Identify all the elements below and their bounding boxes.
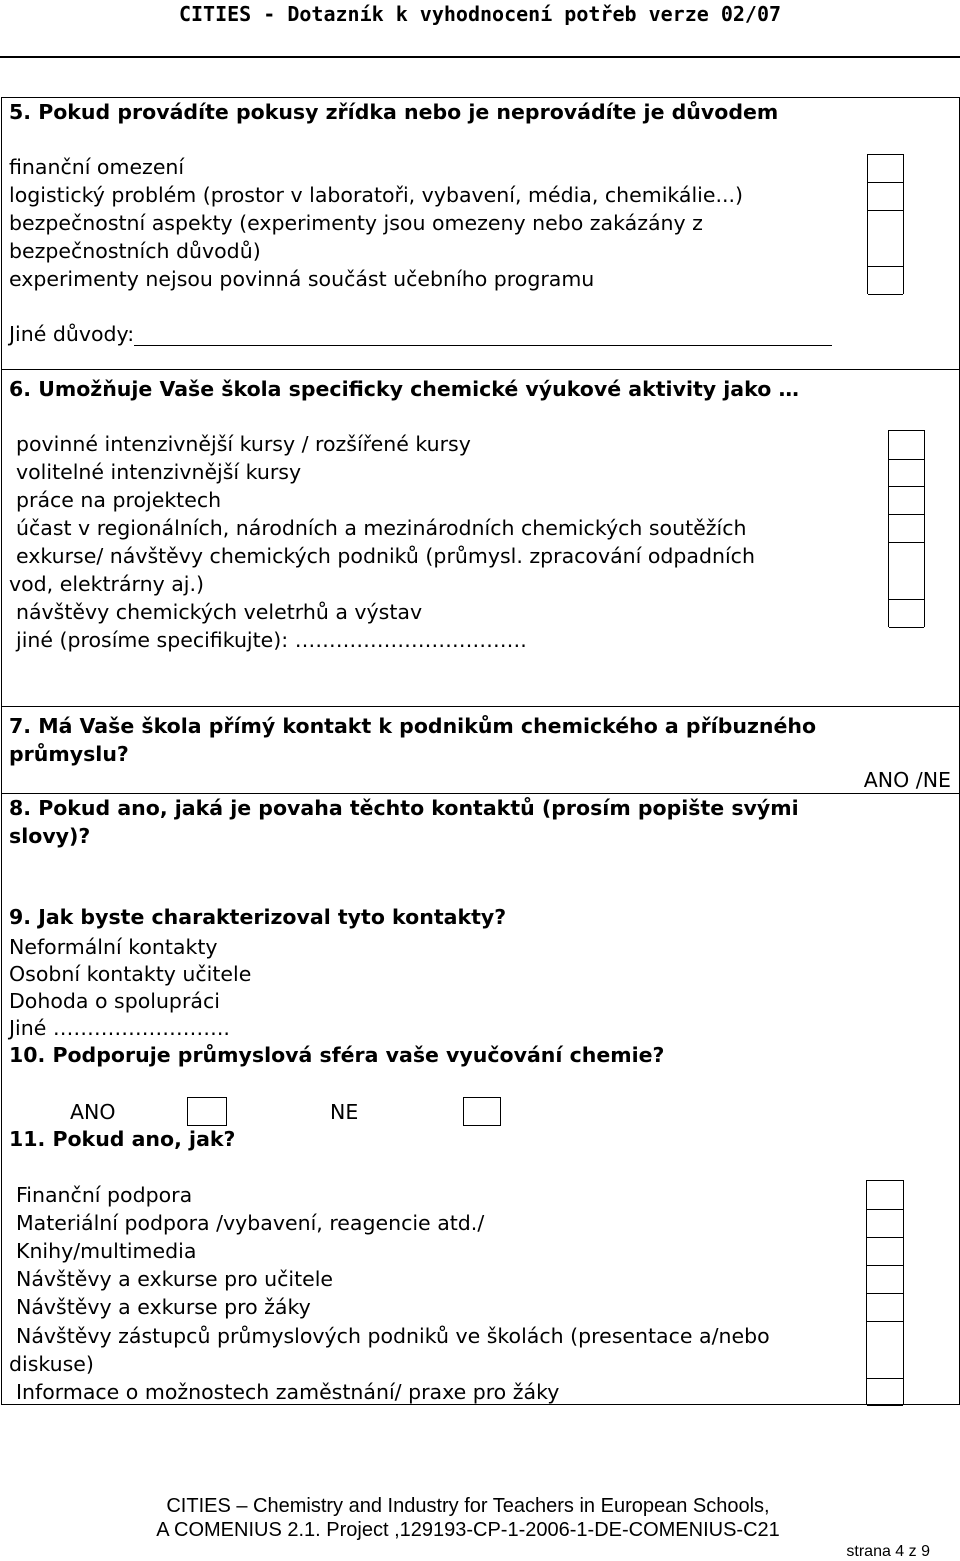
q11-option: Finanční podpora (16, 1183, 193, 1207)
q5-checkbox-stack (867, 154, 904, 294)
q11-option: Návštěvy zástupců průmyslových podniků ve školách (presentace a/nebo (16, 1324, 770, 1348)
q6-option: povinné intenzivnější kursy / rozšířené kursy (16, 432, 471, 456)
checkbox[interactable] (868, 211, 903, 267)
checkbox[interactable] (867, 1322, 903, 1379)
q6-option: volitelné intenzivnější kursy (16, 460, 302, 484)
page-number: strana 4 z 9 (846, 1543, 930, 1560)
q5-option: bezpečnostní aspekty (experimenty jsou omezeny nebo zakázány z (9, 211, 703, 235)
q6-option: exkurse/ návštěvy chemických podniků (průmysl. zpracování odpadních (16, 544, 755, 568)
checkbox[interactable] (889, 487, 924, 515)
q11-option: Knihy/multimedia (16, 1239, 197, 1263)
q8-title-cont: slovy)? (9, 824, 91, 848)
checkbox[interactable] (889, 515, 924, 543)
checkbox[interactable] (868, 267, 903, 295)
q6-option-cont: vod, elektrárny aj.) (9, 572, 205, 596)
q9-option: Osobní kontakty učitele (9, 962, 252, 986)
footer-line-1: CITIES – Chemistry and Industry for Teachers in European Schools, (166, 1495, 770, 1517)
q6-title: 6. Umožňuje Vaše škola specificky chemické výukové aktivity jako … (9, 377, 799, 401)
header-rule (0, 56, 960, 58)
q6-option: účast v regionálních, národních a mezinárodních chemických soutěžích (16, 516, 747, 540)
q11-option: Materiální podpora /vybavení, reagencie atd./ (16, 1211, 485, 1235)
q5-other-input-line[interactable] (134, 327, 832, 346)
q5-option: bezpečnostních důvodů) (9, 239, 261, 263)
checkbox[interactable] (889, 460, 924, 487)
checkbox[interactable] (868, 183, 903, 211)
q9-option: Jiné …………………….. (9, 1016, 230, 1040)
footer-line-2: A COMENIUS 2.1. Project ,129193-CP-1-2006-1-DE-COMENIUS-C21 (156, 1519, 780, 1541)
checkbox[interactable] (867, 1238, 903, 1266)
q8-title: 8. Pokud ano, jaká je povaha těchto kontaktů (prosím popište svými (9, 796, 799, 820)
q7-answer[interactable]: ANO /NE (863, 768, 951, 792)
q9-option: Neformální kontakty (9, 935, 218, 959)
q11-option: Návštěvy a exkurse pro učitele (16, 1267, 334, 1291)
q6-option: práce na projektech (16, 488, 222, 512)
checkbox[interactable] (867, 1210, 903, 1238)
q7-title-cont: průmyslu? (9, 742, 129, 766)
q11-title: 11. Pokud ano, jak? (9, 1127, 236, 1151)
q9-title: 9. Jak byste charakterizoval tyto kontakty? (9, 905, 507, 929)
checkbox[interactable] (867, 1181, 903, 1210)
q9-option: Dohoda o spolupráci (9, 989, 220, 1013)
q10-no-label: NE (330, 1100, 359, 1124)
q5-option: finanční omezení (9, 155, 185, 179)
q5-option: experimenty nejsou povinná součást učebního programu (9, 267, 595, 291)
checkbox[interactable] (867, 1379, 903, 1406)
document-header-title: CITIES - Dotazník k vyhodnocení potřeb verze 02/07 (178, 2, 782, 26)
q10-yes-checkbox[interactable] (187, 1097, 227, 1126)
q10-title: 10. Podporuje průmyslová sféra vaše vyučování chemie? (9, 1043, 665, 1067)
q11-option: Návštěvy a exkurse pro žáky (16, 1295, 311, 1319)
q10-no-checkbox[interactable] (463, 1097, 501, 1126)
checkbox[interactable] (889, 543, 924, 600)
q7-title: 7. Má Vaše škola přímý kontakt k podnikům chemického a příbuzného (9, 714, 817, 738)
q6-checkbox-stack (888, 430, 925, 627)
q6-option: jiné (prosíme specifikujte): ……………………………. (16, 628, 527, 652)
checkbox[interactable] (889, 600, 924, 628)
checkbox[interactable] (889, 431, 924, 460)
q11-option-cont: diskuse) (9, 1352, 94, 1376)
q5-option: logistický problém (prostor v laboratoři, vybavení, média, chemikálie...) (9, 183, 744, 207)
q5-other-label: Jiné důvody: (9, 322, 135, 346)
q5-title: 5. Pokud provádíte pokusy zřídka nebo je neprovádíte je důvodem (9, 100, 779, 124)
q11-option: Informace o možnostech zaměstnání/ praxe pro žáky (16, 1380, 560, 1404)
checkbox[interactable] (867, 1294, 903, 1322)
q6-option: návštěvy chemických veletrhů a výstav (16, 600, 423, 624)
q5-other-row (9, 322, 832, 346)
checkbox[interactable] (867, 1266, 903, 1294)
checkbox[interactable] (868, 155, 903, 183)
q11-checkbox-stack (866, 1180, 904, 1405)
q10-yes-label: ANO (70, 1100, 116, 1124)
